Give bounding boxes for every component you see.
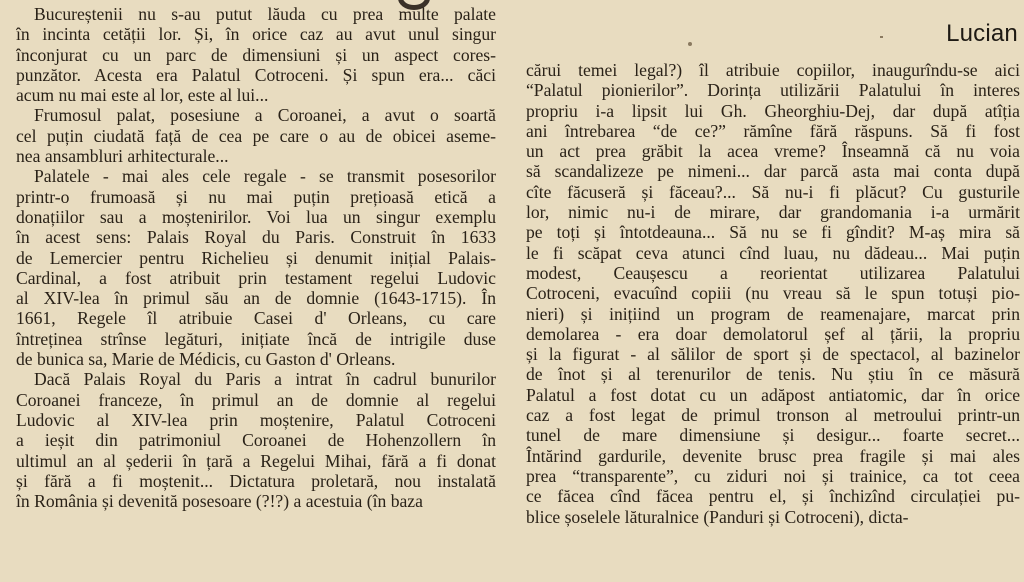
text-line: cărui temei legal?) îl atribuie copiilor, inaugurîndu-se aici: [526, 60, 1020, 80]
text-line: modest, Ceaușescu a reorientat utilizarea Palatului: [526, 262, 1020, 283]
text-line: le fi scăpat ceva atunci cînd luau, nu dădeau... Mai puțin: [526, 242, 1020, 263]
text-line: Palatul a fost dotat cu un adăpost antiatomic, dar în orice: [526, 384, 1020, 405]
text-line: tunel de mare dimensiune și desigur... foarte secret...: [526, 425, 1020, 446]
article-column-left: [16, 4, 496, 579]
text-line: caz a fost legat de primul tronson al metroului printr-un: [526, 405, 1020, 426]
text-line: “Palatul pionierilor”. Dorința utilizării Palatului în interes: [526, 80, 1020, 101]
text-line: Palatele - mai ales cele regale - se transmit posesorilor: [34, 166, 496, 187]
print-speck: [688, 42, 692, 46]
text-line: de Lemercier pentru Richelieu și denumit inițial Palais-: [16, 247, 496, 268]
text-line: nea ansambluri arhitecturale...: [16, 146, 229, 167]
author-name: Lucian: [946, 20, 1018, 47]
text-line: cîte făcuseră și făceau?... Să nu-i fi plăcut? Cu gusturile: [526, 181, 1020, 202]
text-line: pe toți și întotdeauna... Să nu se fi gîndit? M-aș mira să: [526, 222, 1020, 243]
text-line: întreținea strînse legături, inițiate încă de intrigile duse: [16, 328, 496, 349]
text-line: de înot și al terenurilor de tenis. Nu știu în ce măsură: [526, 364, 1020, 385]
text-line: donațiilor sau a moștenirilor. Voi lua un singur exemplu: [16, 206, 496, 227]
text-line: în acest sens: Palais Royal du Paris. Construit în 1633: [16, 227, 496, 248]
text-line: și la figurat - al sălilor de sport și de spectacol, al bazinelor: [526, 344, 1020, 365]
text-line: să scandalizeze pe nimeni... dar parcă asta mai conta după: [526, 161, 1020, 182]
text-line: înconjurat cu un parc de dimensiuni și un aspect cores-: [16, 44, 496, 65]
text-line: Întărind gardurile, devenite brusc prea fragile și mai ales: [526, 445, 1020, 466]
text-line: ani întrebarea “de ce?” rămîne fără răspuns. Să fi fost: [526, 120, 1020, 141]
text-line: blice șoselele lăturalnice (Panduri și Cotroceni), dicta-: [526, 506, 909, 527]
text-line: demolarea - era doar demolatorul șef al țării, la propriu: [526, 323, 1020, 344]
text-line: de bunica sa, Marie de Médicis, cu Gaston d' Orleans.: [16, 349, 396, 370]
text-line: nieri) și inițiind un program de reamenajare, marcat prin: [526, 303, 1020, 324]
text-line: în România și devenită posesoare (?!?) a acestuia (în baza: [16, 491, 423, 512]
article-column-right: [526, 60, 1020, 582]
text-line: printr-o frumoasă și nu mai puțin prețioasă etică a: [16, 186, 496, 207]
text-line: un act prea grăbit la acea vreme? Înseamnă că nu voia: [526, 141, 1020, 162]
text-line: lor, nimic nu-i de mirare, dar grandomania i-a urmărit: [526, 202, 1020, 223]
text-line: Frumosul palat, posesiune a Coroanei, a avut o soartă: [34, 105, 496, 126]
text-line: Cardinal, a fost atribuit prin testament regelui Ludovic: [16, 267, 496, 288]
text-line: și fără a fi moștenit... Dictatura proletară, nou instalată: [16, 470, 496, 491]
text-line: a ieșit din patrimoniul Coroanei de Hohenzollern în: [16, 430, 496, 451]
text-line: al XIV-lea în primul său an de domnie (1643-1715). În: [16, 288, 496, 309]
text-line: Cotroceni, evacuînd copiii (nu vreau să le spun totuși pio-: [526, 283, 1020, 304]
text-line: Dacă Palais Royal du Paris a intrat în cadrul bunurilor: [34, 369, 496, 390]
text-line: acum nu mai este al lor, este al lui...: [16, 85, 269, 106]
text-line: propriu i-a lipsit lui Gh. Gheorghiu-Dej, dar după atîția: [526, 100, 1020, 121]
text-line: Bucureștenii nu s-au putut lăuda cu prea multe palate: [34, 4, 496, 24]
text-line: ce făcea cînd făcea pentru el, și închizînd circulației pu-: [526, 486, 1020, 507]
text-line: Coroanei franceze, în primul an de domnie al regelui: [16, 389, 496, 410]
text-line: cel puțin ciudată față de cea pe care o au de obicei aseme-: [16, 125, 496, 146]
text-line: Ludovic al XIV-lea prin moștenire, Palatul Cotroceni: [16, 409, 496, 430]
text-line: ultimul an al șederii în țară a Regelui Mihai, fără a fi donat: [16, 450, 496, 471]
text-line: prea “transparente”, cu ziduri noi și trainice, ca tot ceea: [526, 465, 1020, 486]
text-line: punzător. Acesta era Palatul Cotroceni. Și spun era... căci: [16, 64, 496, 85]
text-line: 1661, Regele îl atribuie Casei d' Orleans, cu care: [16, 308, 496, 329]
text-line: în incinta cetății lor. Și, în orice caz au avut unul singur: [16, 24, 496, 45]
print-speck: [880, 36, 883, 38]
